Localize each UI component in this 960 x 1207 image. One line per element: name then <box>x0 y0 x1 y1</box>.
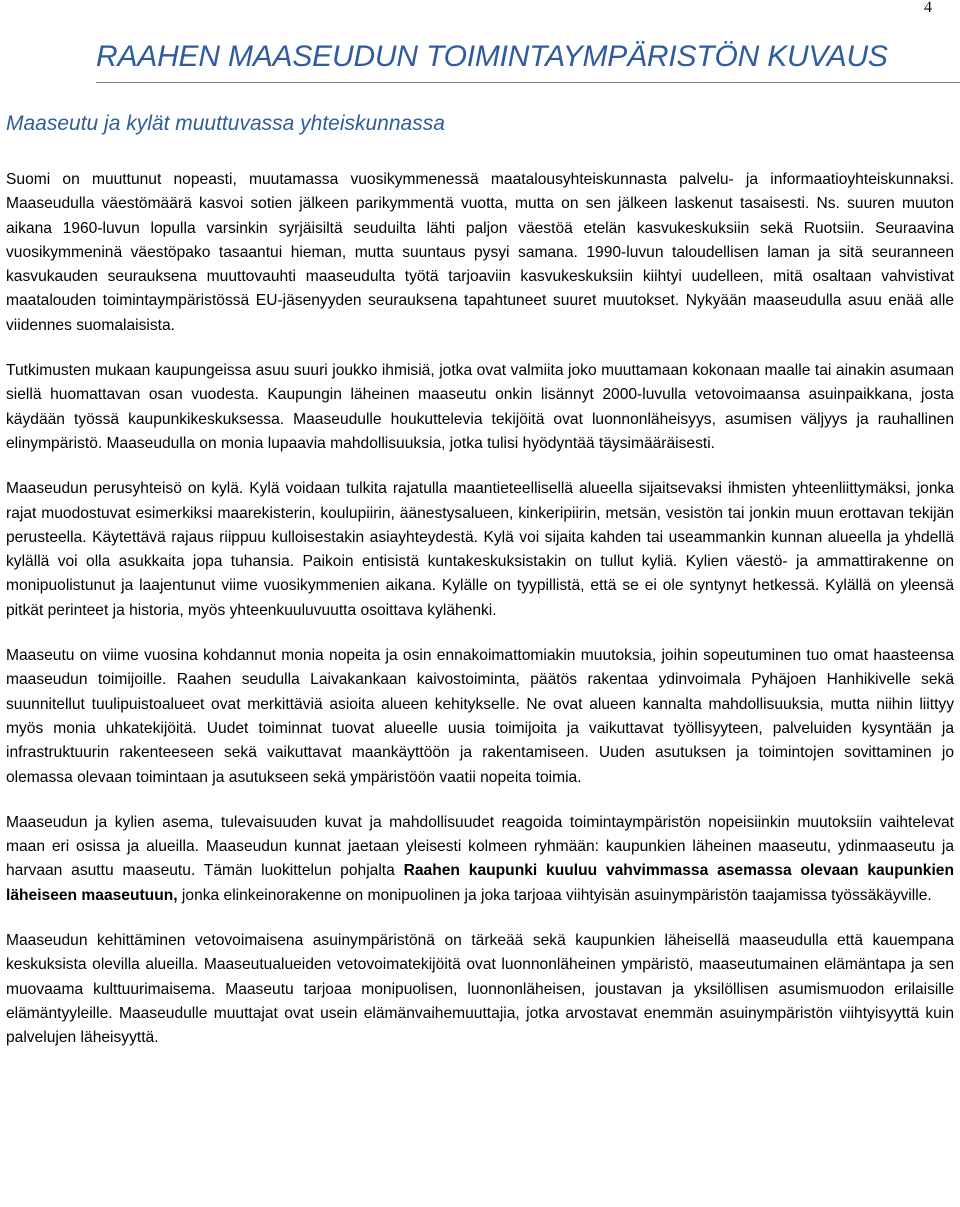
title-underline <box>96 82 960 83</box>
page-title: RAAHEN MAASEUDUN TOIMINTAYMPÄRISTÖN KUVAUS <box>96 40 888 73</box>
page-number: 4 <box>924 0 932 16</box>
paragraph-5-text-after: jonka elinkeinorakenne on monipuolinen ja joka tarjoaa viihtyisän asuinympäristön taajamissa työssäkäyville. <box>177 886 932 904</box>
paragraph-5 <box>6 811 954 908</box>
paragraph-6: Maaseudun kehittäminen vetovoimaisena asuinympäristönä on tärkeää sekä kaupunkien läheisellä maaseudulla että kauempana keskuksista olevilla alueilla. Maaseutualueiden vetovoimatekijöitä ovat luonnonläheinen ympäristö, maaseutumainen elämäntapa ja sen muovaama kulttuurimaisema. Maaseutu tarjoaa monipuolisen, luonnonläheisen, joustavan ja yksilöllisen asumismuodon erilaisille elämäntyyleille. Maaseudulle muuttajat ovat usein elämänvaihemuuttajia, jotka arvostavat enemmän asuinympäristön viihtyisyyttä kuin palvelujen läheisyyttä. <box>6 932 954 1047</box>
paragraph-1: Suomi on muuttunut nopeasti, muutamassa vuosikymmenessä maatalousyhteiskunnasta palvelu- ja informaatioyhteiskunnaksi. Maaseudulla väestömäärä kasvoi sotien jälkeen parikymmentä vuotta, mutta on sen jälkeen laskenut tasaisesti. Ns. suuren muuton aikana 1960-luvun lopulla varsinkin syrjäisiltä seuduilta lähti paljon väestöä etelän kasvukeskuksiin sekä Ruotsiin. Seuraavina vuosikymmeninä väestöpako tasaantui hieman, mutta suuntaus pysyi samana. 1990-luvun taloudellisen laman ja sitä seuranneen kasvukauden seurauksena muuttovauhti maaseudulta työtä tarjoaviin kasvukeskuksiin kiihtyi uudelleen, mitä osaltaan vahvistivat maatalouden toimintaympäristössä EU-jäsenyyden seurauksena tapahtuneet suuret muutokset. Nykyään maaseudulla asuu enää alle viidennes suomalaisista. <box>6 171 954 334</box>
paragraph-5-bold-text: Raahen kaupunki kuuluu vahvimmassa asemassa olevaan kaupunkien läheiseen maaseutuun, <box>6 862 954 904</box>
paragraph-4: Maaseutu on viime vuosina kohdannut monia nopeita ja osin ennakoimattomiakin muutoksia, joihin sopeutuminen tuo omat haasteensa maaseudun toimijoille. Raahen seudulla Laivakankaan kaivostoiminta, päätös rakentaa ydinvoimala Pyhäjoen Hanhikivelle sekä suunnitellut tuulipuistoalueet ovat merkittäviä asioita alueen kehitykselle. Ne ovat alueen kannalta mahdollisuuksia, mutta niihin liittyy myös monia uhkatekijöitä. Uudet toiminnat tuovat alueelle uusia toimijoita ja vaikuttavat työllisyyteen, palveluiden kysyntään ja infrastruktuurin rakenteeseen sekä vaikuttavat maankäyttöön ja rakentamiseen. Uuden asutuksen ja toimintojen sovittaminen jo olemassa olevaan toimintaan ja asutukseen sekä ympäristöön vaatii nopeita toimia. <box>6 647 954 786</box>
section-subtitle: Maaseutu ja kylät muuttuvassa yhteiskunnassa <box>6 112 445 135</box>
paragraph-5-text-before: Maaseudun ja kylien asema, tulevaisuuden kuvat ja mahdollisuudet reagoida toimintaympäristön nopeisiinkin muutoksiin vaihtelevat maan eri osissa ja alueilla. Maaseudun kunnat jaetaan yleisesti kolmeen ryhmään: kaupunkien läheinen maaseutu, ydinmaaseutu ja harvaan asuttu maaseutu. Tämän luokittelun pohjalta <box>6 813 954 880</box>
paragraph-2: Tutkimusten mukaan kaupungeissa asuu suuri joukko ihmisiä, jotka ovat valmiita joko muuttamaan kokonaan maalle tai ainakin asumaan siellä huomattavan osan vuodesta. Kaupungin läheinen maaseutu onkin lisännyt 2000-luvulla vetovoimaansa asuinpaikkana, josta käydään työssä kaupunkikeskuksessa. Maaseudulle houkuttelevia tekijöitä ovat luonnonläheisyys, asumisen väljyys ja rauhallinen elinympäristö. Maaseudulla on monia lupaavia mahdollisuuksia, jotka tulisi hyödyntää täysimääräisesti. <box>6 362 954 452</box>
body-text <box>6 168 954 1072</box>
paragraph-3: Maaseudun perusyhteisö on kylä. Kylä voidaan tulkita rajatulla maantieteellisellä alueella sijaitsevaksi ihmisten yhteenliittymäksi, jonka rajat muodostuvat esimerkiksi maarekisterin, koulupiirin, äänestysalueen, kinkeripiirin, metsän, vesistön tai jonkin muun erottavan tekijän perusteella. Käytettävä rajaus riippuu kulloisestakin asiayhteydestä. Kylä voi sijaita kahden tai useammankin kunnan alueella ja yhdellä kylällä voi olla asukkaita jopa tuhansia. Paikoin entisistä kuntakeskuksistakin on tullut kyliä. Kylien väestö- ja ammattirakenne on monipuolistunut ja laajentunut viime vuosikymmenien aikana. Kylälle on tyypillistä, että se ei ole syntynyt hetkessä. Kylällä on yleensä pitkät perinteet ja historia, myös yhteenkuuluvuutta osoittava kylähenki. <box>6 480 954 619</box>
